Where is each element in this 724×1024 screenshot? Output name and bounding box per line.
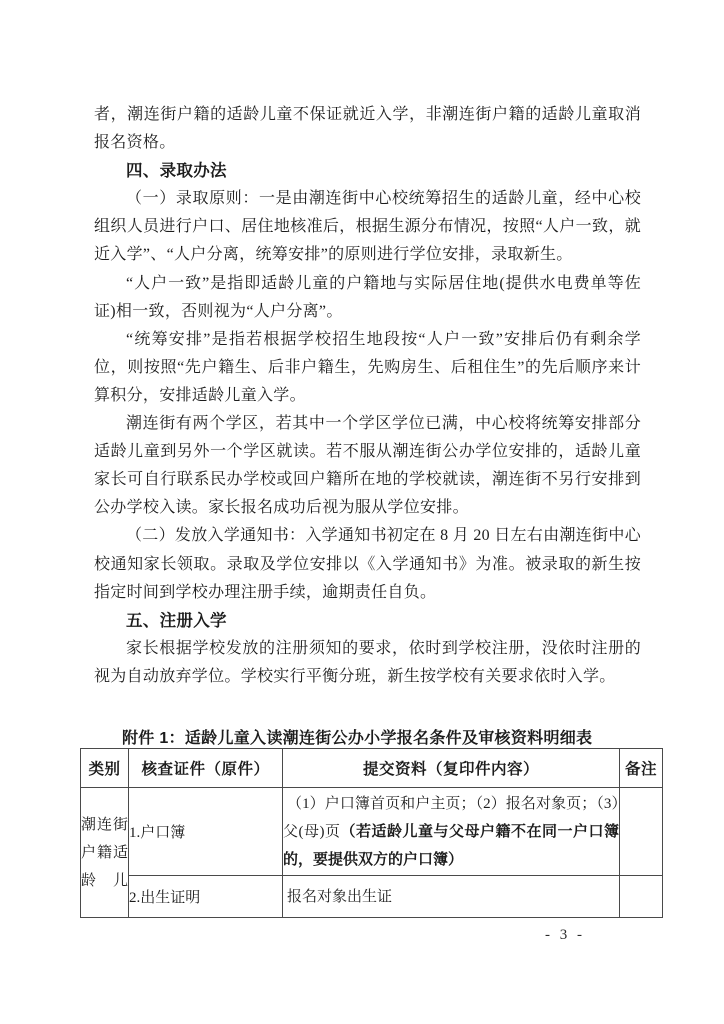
- submit-cell-birth-cert: [283, 876, 620, 918]
- category-cell: 潮连街户籍适龄儿: [81, 788, 129, 918]
- page-number: - 3 -: [545, 927, 585, 943]
- paragraph-continuation: 者，潮连街户籍的适龄儿童不保证就近入学，非潮连街户籍的适龄儿童取消报名资格。: [94, 106, 641, 152]
- header-submitted-copies: 提交资料（复印件内容）: [283, 749, 620, 788]
- document-cell-birth-cert: 2.出生证明: [129, 876, 283, 918]
- header-remarks: 备注: [620, 749, 663, 788]
- submit-cell-hukou: [283, 788, 620, 876]
- table-row: [81, 788, 663, 876]
- paragraph-admission-principle: （一）录取原则：一是由潮连街中心校统筹招生的适龄儿童，经中心校组织人员进行户口、居住地核准后，根据生源分布情况，按照“人户一致，就近入学”、“人户分离，统筹安排”的原则进行学位安排，录取新生。: [94, 190, 641, 264]
- header-original-documents: 核查证件（原件）: [129, 749, 283, 788]
- paragraph-renhu-yizhi: “人户一致”是指即适龄儿童的户籍地与实际居住地(提供水电费单等佐证)相一致，否则视为“人户分离”。: [94, 274, 641, 320]
- remark-cell: [620, 788, 663, 876]
- submit-text-bold: （若适龄儿童与父母户籍不在同一户口簿的，要提供双方的户口簿）: [283, 822, 619, 868]
- section-heading-registration: 五、注册入学: [126, 611, 227, 630]
- submit-text-normal: （1）户口簿首页和户主页；（2）报名对象页；（3）父(母)页: [283, 795, 619, 840]
- section-heading-admission-method: 四、录取办法: [126, 162, 227, 181]
- remark-cell: [620, 876, 663, 918]
- paragraph-registration: 家长根据学校发放的注册须知的要求，依时到学校注册，没依时注册的视为自动放弃学位。学校实行平衡分班，新生按学校有关要求依时入学。: [94, 639, 641, 685]
- submit-text-normal: 报名对象出生证: [287, 888, 393, 905]
- attachment-table: [80, 748, 663, 918]
- table-header-row: [81, 749, 663, 788]
- header-category: 类别: [81, 749, 129, 788]
- document-cell-hukou: 1.户口簿: [129, 788, 283, 876]
- body-text: [94, 101, 641, 691]
- table-row: [81, 876, 663, 918]
- paragraph-admission-notice: （二）发放入学通知书：入学通知书初定在 8 月 20 日左右由潮连街中心校通知家长领取。录取及学位安排以《入学通知书》为准。被录取的新生按指定时间到学校办理注册手续，逾期责任自负。: [94, 527, 641, 601]
- paragraph-school-districts: 潮连街有两个学区，若其中一个学区学位已满，中心校将统筹安排部分适龄儿童到另外一个学区就读。若不服从潮连街公办学位安排的，适龄儿童家长可自行联系民办学校或回户籍所在地的学校就读，潮连街不另行安排到公办学校入读。家长报名成功后视为服从学位安排。: [94, 415, 641, 517]
- attachment-title: 附件 1：适龄儿童入读潮连街公办小学报名条件及审核资料明细表: [122, 730, 593, 747]
- paragraph-tongchou-anpai: “统筹安排”是指若根据学校招生地段按“人户一致”安排后仍有剩余学位，则按照“先户籍生、后非户籍生，先购房生、后租住生”的先后顺序来计算积分，安排适龄儿童入学。: [94, 330, 641, 404]
